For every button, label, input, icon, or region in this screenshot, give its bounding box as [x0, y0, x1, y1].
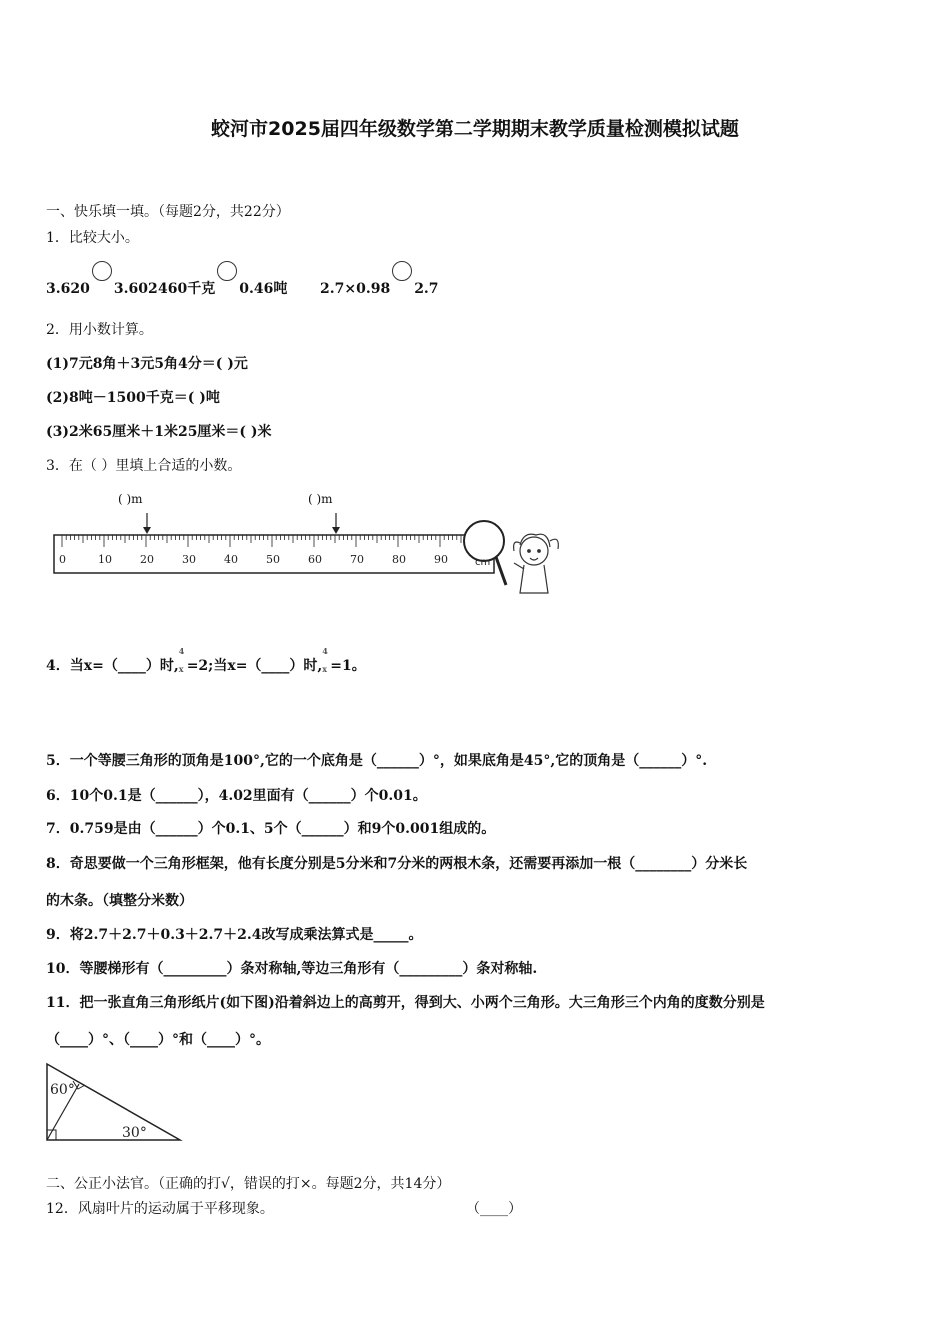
q4-line [46, 646, 366, 675]
ruler-tick-label: 40 [224, 553, 238, 566]
q8-line1: 8．奇思要做一个三角形框架，他有长度分别是5分米和7分米的两根木条，还需要再添加一根（________）分米长 [46, 856, 748, 872]
q10: 10．等腰梯形有（_________）条对称轴,等边三角形有（_________）条对称轴. [46, 961, 538, 977]
q2-label: 2．用小数计算。 [46, 322, 153, 338]
q1-compare-b [158, 273, 287, 298]
q3-blank-1: ( )m [118, 492, 143, 506]
q2-part2: (2)8吨－1500千克＝( )吨 [46, 390, 220, 406]
ruler-tick-label: 80 [392, 553, 406, 566]
q1-label: 1．比较大小。 [46, 230, 139, 246]
q1-compare-a [46, 273, 158, 297]
q3-blank-2: ( )m [308, 492, 333, 506]
q1-b-answer-circle[interactable] [217, 261, 237, 281]
q2-part1: (1)7元8角＋3元5角4分＝( )元 [46, 356, 248, 372]
ruler-tick-label: 70 [350, 553, 364, 566]
girl-cartoon-icon [514, 534, 559, 593]
angle-60-label: 60° [50, 1082, 75, 1098]
arrow-1-head-icon [143, 527, 151, 534]
ruler-tick-label: 50 [266, 553, 280, 566]
right-triangle [47, 1064, 180, 1140]
q4-frac1-den: x [178, 664, 184, 674]
section2-heading: 二、公正小法官。（正确的打√，错误的打×。每题2分，共14分） [46, 1176, 451, 1192]
q2-part3: (3)2米65厘米＋1米25厘米＝( )米 [46, 424, 272, 440]
q1-c-right: 2.7 [414, 281, 439, 297]
magnifier-handle-icon [496, 557, 506, 585]
q4-frac1-num: 4 [178, 646, 185, 656]
q11-triangle-figure [44, 1062, 184, 1144]
q1-b-left: 460千克 [158, 281, 216, 297]
q4-mid: =2;当x=（____）时, [186, 658, 323, 674]
angle-30-label: 30° [122, 1125, 147, 1141]
ruler-tick-label: 20 [140, 553, 154, 566]
q4-frac2-num: 4 [322, 646, 328, 656]
q1-a-answer-circle[interactable] [92, 261, 112, 281]
q5: 5．一个等腰三角形的顶角是100°,它的一个底角是（______）°，如果底角是45°,它的顶角是（______）°. [46, 753, 708, 769]
q11-line1: 11．把一张直角三角形纸片(如下图)沿着斜边上的高剪开，得到大、小两个三角形。大三角形三个内角的度数分别是 [46, 995, 765, 1011]
q6: 6．10个0.1是（______），4.02里面有（______）个0.01。 [46, 788, 427, 804]
q3-label: 3．在（ ）里填上合适的小数。 [46, 458, 242, 474]
ruler-tick-label: 10 [98, 553, 112, 566]
q1-c-answer-circle[interactable] [392, 261, 412, 281]
ruler-tick-label: 0 [59, 553, 66, 566]
q11-line2: （____）°、（____）°和（____）°。 [46, 1032, 270, 1048]
q12: 12．风扇叶片的运动属于平移现象。 [46, 1201, 274, 1217]
q4-frac2-den: x [322, 664, 328, 674]
arrow-2-head-icon [332, 527, 340, 534]
section1-heading: 一、快乐填一填。（每题2分，共22分） [46, 204, 290, 220]
q9: 9．将2.7＋2.7＋0.3＋2.7＋2.4改写成乘法算式是_____。 [46, 927, 423, 943]
ruler-unit: cm [475, 557, 491, 568]
q1-b-right: 0.46吨 [239, 281, 288, 297]
q4-prefix: 4．当x=（____）时, [46, 658, 179, 674]
magnifier-icon [464, 521, 504, 561]
q1-c-left: 2.7×0.98 [320, 281, 391, 297]
q1-a-right: 3.602 [113, 281, 158, 297]
ruler-tick-label: 90 [434, 553, 448, 566]
q12-answer-blank[interactable]: （____） [466, 1201, 522, 1217]
page-title: 蛟河市2025届四年级数学第二学期期末教学质量检测模拟试题 [211, 118, 739, 140]
q4-suffix: =1。 [330, 658, 366, 674]
ruler-tick-label: 60 [308, 553, 322, 566]
q1-a-left: 3.620 [46, 281, 90, 297]
q8-line2: 的木条。（填整分米数） [46, 893, 193, 909]
ruler-tick-label: 30 [182, 553, 196, 566]
q7: 7．0.759是由（______）个0.1、5个（______）和9个0.001组成的。 [46, 821, 496, 837]
q1-compare-c [320, 273, 439, 297]
ruler-figure [44, 505, 564, 600]
